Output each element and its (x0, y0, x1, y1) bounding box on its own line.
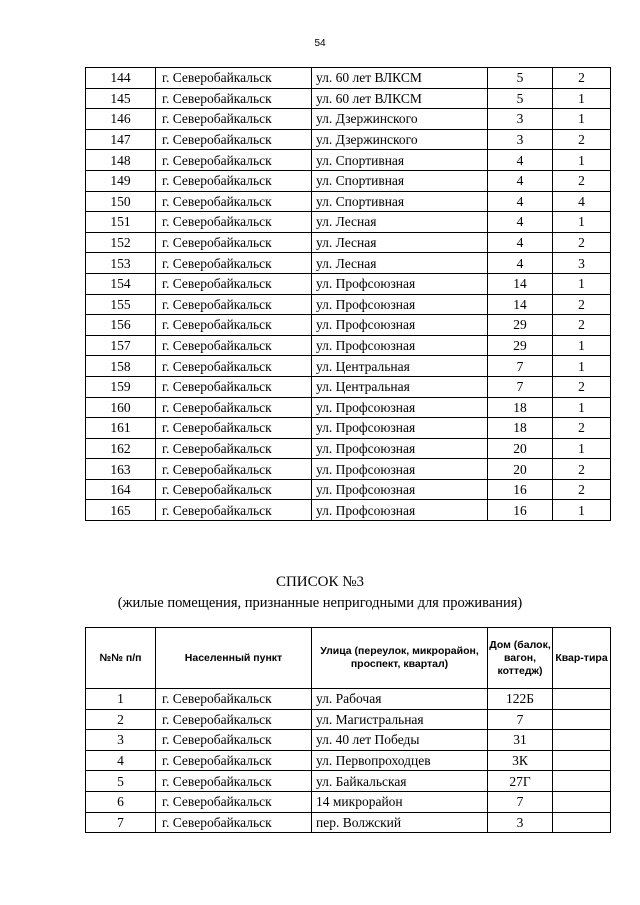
cell-num: 160 (86, 397, 156, 418)
table-row (86, 253, 611, 274)
cell-street: ул. Дзержинского (312, 129, 488, 150)
cell-house: 4 (488, 232, 553, 253)
cell-house: 7 (488, 791, 553, 812)
cell-apartment: 2 (553, 418, 611, 439)
cell-house: 29 (488, 315, 553, 336)
header-settlement: Населенный пункт (156, 628, 312, 689)
cell-num: 150 (86, 191, 156, 212)
cell-house: 3К (488, 750, 553, 771)
table-row (86, 191, 611, 212)
cell-settlement: г. Северобайкальск (156, 315, 312, 336)
cell-house: 7 (488, 376, 553, 397)
cell-num: 155 (86, 294, 156, 315)
header-num: №№ п/п (86, 628, 156, 689)
cell-house: 122Б (488, 689, 553, 710)
cell-settlement: г. Северобайкальск (156, 730, 312, 751)
cell-house: 4 (488, 212, 553, 233)
cell-num: 3 (86, 730, 156, 751)
cell-street: ул. Байкальская (312, 771, 488, 792)
cell-num: 1 (86, 689, 156, 710)
cell-apartment (553, 750, 611, 771)
cell-house: 7 (488, 709, 553, 730)
cell-street: ул. Спортивная (312, 191, 488, 212)
cell-apartment (553, 689, 611, 710)
cell-apartment: 1 (553, 438, 611, 459)
list-subtitle: (жилые помещения, признанные непригодными для проживания) (117, 595, 523, 611)
cell-street: 14 микрорайон (312, 791, 488, 812)
cell-apartment: 1 (553, 212, 611, 233)
cell-street: ул. Центральная (312, 356, 488, 377)
cell-apartment (553, 730, 611, 751)
cell-street: ул. Профсоюзная (312, 479, 488, 500)
cell-apartment (553, 791, 611, 812)
cell-street: пер. Волжский (312, 812, 488, 833)
cell-num: 162 (86, 438, 156, 459)
table-row (86, 500, 611, 521)
cell-house: 3 (488, 812, 553, 833)
cell-num: 2 (86, 709, 156, 730)
cell-settlement: г. Северобайкальск (156, 129, 312, 150)
cell-house: 4 (488, 150, 553, 171)
cell-settlement: г. Северобайкальск (156, 170, 312, 191)
cell-num: 145 (86, 88, 156, 109)
cell-street: ул. 40 лет Победы (312, 730, 488, 751)
table-row (86, 68, 611, 89)
cell-apartment: 4 (553, 191, 611, 212)
cell-house: 5 (488, 88, 553, 109)
cell-apartment: 1 (553, 88, 611, 109)
cell-apartment: 2 (553, 315, 611, 336)
unfit-housing-table (85, 627, 611, 833)
cell-num: 156 (86, 315, 156, 336)
cell-settlement: г. Северобайкальск (156, 88, 312, 109)
cell-house: 14 (488, 294, 553, 315)
cell-street: ул. Лесная (312, 253, 488, 274)
cell-settlement: г. Северобайкальск (156, 376, 312, 397)
table-row (86, 376, 611, 397)
cell-street: ул. Лесная (312, 212, 488, 233)
cell-house: 29 (488, 335, 553, 356)
table-row (86, 730, 611, 751)
cell-num: 152 (86, 232, 156, 253)
cell-num: 153 (86, 253, 156, 274)
cell-apartment: 1 (553, 397, 611, 418)
cell-num: 163 (86, 459, 156, 480)
cell-street: ул. Центральная (312, 376, 488, 397)
cell-num: 4 (86, 750, 156, 771)
cell-settlement: г. Северобайкальск (156, 212, 312, 233)
cell-settlement: г. Северобайкальск (156, 459, 312, 480)
cell-settlement: г. Северобайкальск (156, 109, 312, 130)
table-row (86, 273, 611, 294)
header-apartment: Квар-тира (553, 628, 611, 689)
cell-num: 146 (86, 109, 156, 130)
table-row (86, 479, 611, 500)
cell-apartment: 1 (553, 150, 611, 171)
cell-apartment: 1 (553, 335, 611, 356)
table-header-row (86, 628, 611, 689)
cell-num: 157 (86, 335, 156, 356)
unfit-housing-table-body (86, 689, 611, 833)
cell-settlement: г. Северобайкальск (156, 68, 312, 89)
cell-apartment: 2 (553, 294, 611, 315)
cell-apartment: 1 (553, 500, 611, 521)
cell-street: ул. 60 лет ВЛКСМ (312, 68, 488, 89)
cell-house: 27Г (488, 771, 553, 792)
cell-street: ул. Лесная (312, 232, 488, 253)
cell-apartment (553, 709, 611, 730)
cell-house: 7 (488, 356, 553, 377)
cell-house: 31 (488, 730, 553, 751)
cell-street: ул. Дзержинского (312, 109, 488, 130)
table-row (86, 88, 611, 109)
cell-street: ул. Профсоюзная (312, 438, 488, 459)
cell-street: ул. Первопроходцев (312, 750, 488, 771)
cell-settlement: г. Северобайкальск (156, 438, 312, 459)
cell-apartment: 1 (553, 356, 611, 377)
cell-house: 5 (488, 68, 553, 89)
table-row (86, 771, 611, 792)
cell-apartment: 2 (553, 170, 611, 191)
cell-settlement: г. Северобайкальск (156, 273, 312, 294)
table-row (86, 129, 611, 150)
table-row (86, 812, 611, 833)
cell-street: ул. 60 лет ВЛКСМ (312, 88, 488, 109)
cell-settlement: г. Северобайкальск (156, 771, 312, 792)
housing-table-continued (85, 67, 611, 521)
cell-num: 158 (86, 356, 156, 377)
cell-apartment: 2 (553, 479, 611, 500)
cell-street: ул. Профсоюзная (312, 459, 488, 480)
cell-house: 4 (488, 191, 553, 212)
cell-house: 16 (488, 479, 553, 500)
cell-settlement: г. Северобайкальск (156, 750, 312, 771)
cell-num: 148 (86, 150, 156, 171)
cell-settlement: г. Северобайкальск (156, 500, 312, 521)
cell-house: 14 (488, 273, 553, 294)
cell-house: 18 (488, 397, 553, 418)
cell-num: 165 (86, 500, 156, 521)
cell-settlement: г. Северобайкальск (156, 232, 312, 253)
table-row (86, 212, 611, 233)
header-street: Улица (переулок, микрорайон, проспект, квартал) (312, 628, 488, 689)
cell-house: 4 (488, 170, 553, 191)
cell-apartment (553, 812, 611, 833)
table-row (86, 170, 611, 191)
cell-num: 164 (86, 479, 156, 500)
cell-apartment: 3 (553, 253, 611, 274)
list-title: СПИСОК №3 (275, 574, 365, 590)
cell-house: 4 (488, 253, 553, 274)
cell-num: 159 (86, 376, 156, 397)
cell-settlement: г. Северобайкальск (156, 397, 312, 418)
housing-table-body (86, 68, 611, 521)
cell-apartment: 1 (553, 109, 611, 130)
cell-house: 18 (488, 418, 553, 439)
page-number: 54 (314, 38, 326, 49)
cell-street: ул. Рабочая (312, 689, 488, 710)
cell-street: ул. Спортивная (312, 170, 488, 191)
cell-apartment: 2 (553, 232, 611, 253)
cell-num: 149 (86, 170, 156, 191)
cell-apartment: 2 (553, 376, 611, 397)
header-house: Дом (балок, вагон, коттедж) (488, 628, 553, 689)
cell-settlement: г. Северобайкальск (156, 791, 312, 812)
cell-street: ул. Профсоюзная (312, 397, 488, 418)
table-row (86, 397, 611, 418)
cell-house: 20 (488, 438, 553, 459)
cell-apartment: 2 (553, 129, 611, 150)
cell-street: ул. Профсоюзная (312, 273, 488, 294)
cell-house: 3 (488, 129, 553, 150)
table-row (86, 109, 611, 130)
cell-settlement: г. Северобайкальск (156, 812, 312, 833)
cell-street: ул. Спортивная (312, 150, 488, 171)
cell-num: 7 (86, 812, 156, 833)
cell-settlement: г. Северобайкальск (156, 479, 312, 500)
cell-num: 161 (86, 418, 156, 439)
cell-settlement: г. Северобайкальск (156, 335, 312, 356)
table-row (86, 232, 611, 253)
table-row (86, 791, 611, 812)
cell-apartment: 1 (553, 273, 611, 294)
cell-settlement: г. Северобайкальск (156, 150, 312, 171)
cell-street: ул. Профсоюзная (312, 315, 488, 336)
cell-settlement: г. Северобайкальск (156, 689, 312, 710)
cell-num: 147 (86, 129, 156, 150)
cell-house: 20 (488, 459, 553, 480)
cell-settlement: г. Северобайкальск (156, 294, 312, 315)
cell-settlement: г. Северобайкальск (156, 709, 312, 730)
cell-num: 144 (86, 68, 156, 89)
cell-street: ул. Профсоюзная (312, 294, 488, 315)
cell-num: 6 (86, 791, 156, 812)
cell-street: ул. Профсоюзная (312, 500, 488, 521)
table-row (86, 750, 611, 771)
cell-house: 16 (488, 500, 553, 521)
table-row (86, 315, 611, 336)
table-row (86, 294, 611, 315)
table-row (86, 459, 611, 480)
cell-street: ул. Профсоюзная (312, 418, 488, 439)
cell-num: 5 (86, 771, 156, 792)
cell-settlement: г. Северобайкальск (156, 356, 312, 377)
cell-settlement: г. Северобайкальск (156, 191, 312, 212)
cell-settlement: г. Северобайкальск (156, 253, 312, 274)
cell-apartment: 2 (553, 459, 611, 480)
table-row (86, 356, 611, 377)
table-row (86, 335, 611, 356)
cell-street: ул. Профсоюзная (312, 335, 488, 356)
cell-street: ул. Магистральная (312, 709, 488, 730)
table-row (86, 709, 611, 730)
table-row (86, 418, 611, 439)
cell-settlement: г. Северобайкальск (156, 418, 312, 439)
table-row (86, 438, 611, 459)
cell-num: 154 (86, 273, 156, 294)
cell-house: 3 (488, 109, 553, 130)
cell-num: 151 (86, 212, 156, 233)
cell-apartment (553, 771, 611, 792)
table-row (86, 689, 611, 710)
table-row (86, 150, 611, 171)
cell-apartment: 2 (553, 68, 611, 89)
